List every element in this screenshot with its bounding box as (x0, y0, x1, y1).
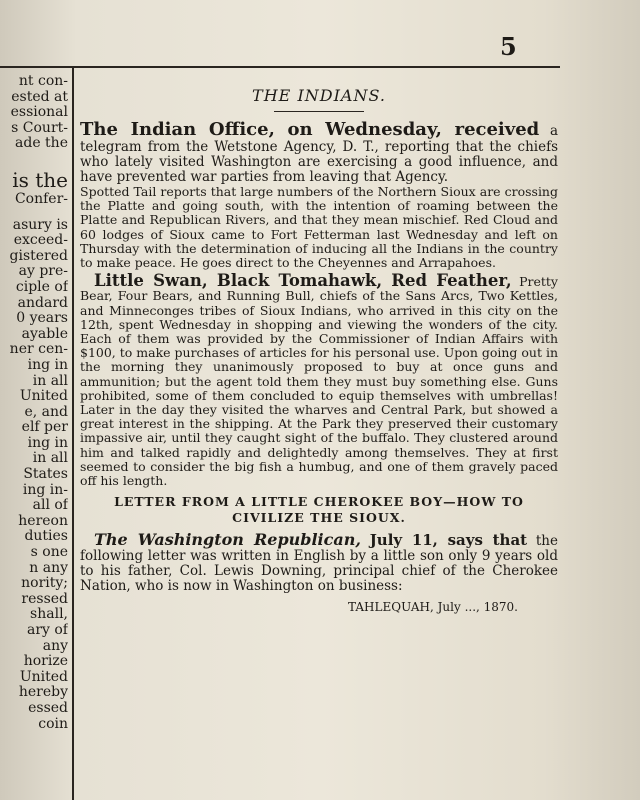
top-rule (0, 66, 560, 68)
letter-dateline: TAHLEQUAH, July ..., 1870. (348, 600, 518, 615)
paragraph-1-body-a: a telegram from the Wetstone Agency, D. T., reporting that the chiefs who lately visited Washington are exercising a good influence, and have prevented war parties from leaving that Agency. (80, 123, 558, 185)
left-line: ressed (21, 590, 68, 607)
left-line: all of (32, 497, 68, 514)
left-line: exceed- (13, 232, 68, 249)
page-number: 5 (500, 32, 517, 61)
left-line: ing in (27, 434, 68, 451)
left-line: hereon (18, 512, 68, 529)
left-line: andard (17, 294, 68, 311)
left-line: ested at (11, 88, 68, 105)
left-line: essional (10, 104, 68, 121)
left-column-fragment (0, 74, 68, 732)
left-line: ary of (26, 622, 68, 638)
left-line: any (42, 637, 68, 654)
left-line: duties (24, 528, 68, 545)
left-line: ing in- (22, 481, 68, 498)
left-line: essed (28, 699, 68, 716)
paragraph-3-body: the following letter was written in English by a little son only 9 years old to his father, Col. Lewis Downing, principal chief of the Cherokee Nation, who is now in Washington on business: (80, 533, 558, 595)
left-line: in all (32, 450, 68, 467)
paragraph-1 (80, 120, 558, 185)
left-line: ing in (27, 356, 68, 373)
left-line: United (19, 668, 68, 685)
left-line: s one (30, 544, 68, 561)
paragraph-2-lead: Little Swan, Black Tomahawk, Red Feather, (94, 271, 512, 291)
left-line: coin (38, 715, 68, 732)
left-line: horize (23, 653, 68, 670)
column-rule (72, 66, 74, 800)
left-line: gistered (9, 247, 68, 264)
left-line: 0 years (16, 310, 68, 327)
left-line: elf per (21, 419, 68, 436)
paragraph-1-lead: The Indian Office, on Wednesday, received (80, 119, 540, 140)
left-line: s Court- (11, 119, 68, 136)
left-lower-lines (0, 218, 68, 733)
left-line: in all (32, 372, 68, 389)
paragraph-3 (80, 532, 558, 594)
left-line: hereby (18, 684, 68, 701)
left-line: United (19, 388, 68, 405)
article-headline: THE INDIANS. (252, 86, 386, 105)
left-big-line: is the (12, 167, 68, 192)
left-line: n any (29, 559, 68, 576)
left-line: nt con- (18, 74, 68, 89)
paragraph-2-body: Pretty Bear, Four Bears, and Running Bull, chiefs of the Sans Arcs, Two Kettles, and Minneconges tribes of Sioux Indians, who arrived in this city on the 12th, spent Wednesday in shopping and viewing the wonders of the city. Each of them was provided by the Commissioner of Indian Affairs with $100, to make purchases of articles for his personal use. Upon going out in the morning they unanimously proposed to buy at once guns and ammunition; but the agent told them they must buy something else. Guns prohibited, some of them concluded to equip themselves with umbrellas! Later in the day they visited the wharves and Central Park, but showed a great interest in the shipping. At the Park they preserved their customary impassive air, until they caught sight of the buffalo. They clustered around him and talked rapidly and delightedly among themselves. They at first seemed to consider the big fish a humbug, and one of them gravely paced off his length. (80, 274, 558, 489)
paper-name: The Washington Republican, (94, 530, 361, 550)
paragraph-1-cont (80, 185, 558, 270)
paragraph-3-date: July 11, says that (369, 531, 528, 550)
paragraph-1-body-b: Spotted Tail reports that large numbers of the Northern Sioux are crossing the Platte and going south, with the intention of roaming between the Platte and Republican Rivers, and that they mean mischief. Red Cloud and 60 lodges of Sioux came to Fort Fetterman last Wednesday and left on Thursday with the determination of inducing all the Indians in the country to make peace. He goes direct to the Cheyennes and Arrapahoes. (80, 184, 558, 271)
left-line: nority; (21, 575, 68, 592)
paragraph-2 (80, 271, 558, 489)
left-line: ay pre- (18, 263, 68, 280)
headline-rule (274, 111, 364, 112)
left-line: e, and (24, 403, 68, 420)
article-column (80, 86, 558, 614)
left-line: asury is (12, 216, 68, 233)
left-line: States (23, 466, 68, 483)
left-line: shall, (30, 606, 68, 623)
left-line: ner cen- (9, 341, 68, 358)
left-line: ayable (21, 325, 68, 342)
left-line: ciple of (15, 278, 68, 295)
letter-subhead: LETTER FROM A LITTLE CHEROKEE BOY—HOW TO CIVILIZE THE SIOUX. (114, 494, 524, 526)
left-line: ade the (15, 135, 68, 152)
left-line: Confer- (14, 190, 68, 207)
